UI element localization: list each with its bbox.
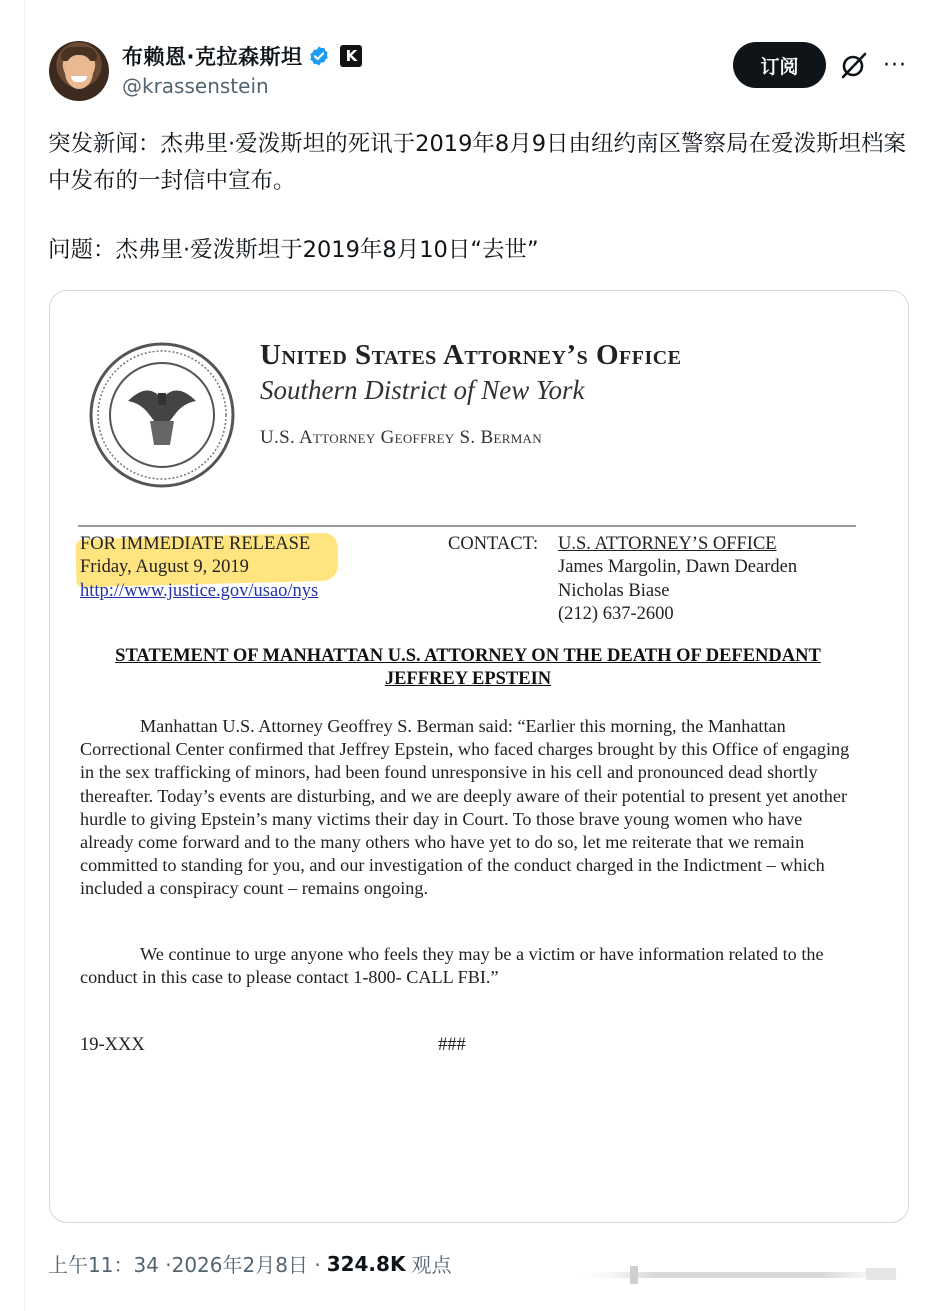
media-card[interactable] <box>49 290 909 1223</box>
release-label: FOR IMMEDIATE RELEASE <box>80 534 311 554</box>
contact-phone: (212) 637-2600 <box>558 604 674 624</box>
office-title: United States Attorney’s Office <box>260 339 682 371</box>
office-subtitle: Southern District of New York <box>260 375 585 405</box>
body-paragraph-1: Manhattan U.S. Attorney Geoffrey S. Berman said: “Earlier this morning, the Manhattan Correctional Center confirmed that Jeffrey Epstein, who faced charges brought by this Office of engaging in the sex trafficking of minors, had been found unresponsive in his cell and pronounced dead shortly thereafter. Today’s events are disturbing, and we are deeply aware of their potential to present yet another hurdle to giving Epstein’s many victims their day in Court. To those brave young women who have already come forward and to the many others who have yet to do so, let me reiterate that we remain committed to standing for you, and our investigation of the conduct charged in the Indictment – which included a conspiracy count – remains ongoing. <box>80 716 850 899</box>
watermark-bar-icon <box>568 1264 908 1286</box>
body-paragraph-2: We continue to urge anyone who feels they may be a victim or have information related to the conduct in this case to please contact 1-800- CALL FBI.” <box>80 944 824 988</box>
press-release-document <box>50 291 908 1222</box>
views-label: 观点 <box>411 1253 452 1277</box>
tweet-timestamp[interactable]: 上午11：34 ·2026年2月8日 · <box>48 1253 321 1277</box>
author-display-name[interactable]: 布赖恩·克拉森斯坦 <box>122 45 303 69</box>
department-of-justice-seal-icon <box>88 341 236 489</box>
statement-title-line-2: JEFFREY EPSTEIN <box>384 669 552 689</box>
avatar[interactable] <box>49 41 109 101</box>
statement-title-line-1: STATEMENT OF MANHATTAN U.S. ATTORNEY ON THE DEATH OF DEFENDANT <box>115 646 821 666</box>
tweet-paragraph-2: 问题：杰弗里·爱泼斯坦于2019年8月10日“去世” <box>48 237 539 263</box>
contact-office: U.S. ATTORNEY’S OFFICE <box>558 534 777 554</box>
statement-title <box>80 645 856 691</box>
more-icon[interactable]: ··· <box>883 52 907 78</box>
contact-names-2: Nicholas Biase <box>558 581 670 601</box>
author-handle[interactable]: @krassenstein <box>122 74 269 98</box>
attorney-line: U.S. Attorney Geoffrey S. Berman <box>260 427 542 448</box>
timeline-border <box>24 0 25 1311</box>
views-count: 324.8K <box>326 1251 406 1276</box>
verified-badge-icon[interactable] <box>308 45 330 67</box>
tweet-text <box>48 126 908 269</box>
tweet-paragraph-1: 突发新闻：杰弗里·爱泼斯坦的死讯于2019年8月9日由纽约南区警察局在爱泼斯坦档案中发布的一封信中宣布。 <box>48 131 907 194</box>
release-date: Friday, August 9, 2019 <box>80 557 249 577</box>
release-url: http://www.justice.gov/usao/nys <box>80 581 319 601</box>
release-number: 19-XXX <box>80 1035 145 1055</box>
header-divider <box>78 525 856 527</box>
contact-label: CONTACT: <box>448 534 539 554</box>
subscribe-button[interactable]: 订阅 <box>733 42 826 88</box>
contact-names-1: James Margolin, Dawn Dearden <box>558 557 798 577</box>
tweet-meta <box>48 1249 451 1278</box>
author-name-row <box>122 42 362 70</box>
end-mark: ### <box>438 1035 466 1055</box>
k-badge-icon[interactable]: K <box>340 45 362 67</box>
grok-icon[interactable] <box>838 50 870 80</box>
